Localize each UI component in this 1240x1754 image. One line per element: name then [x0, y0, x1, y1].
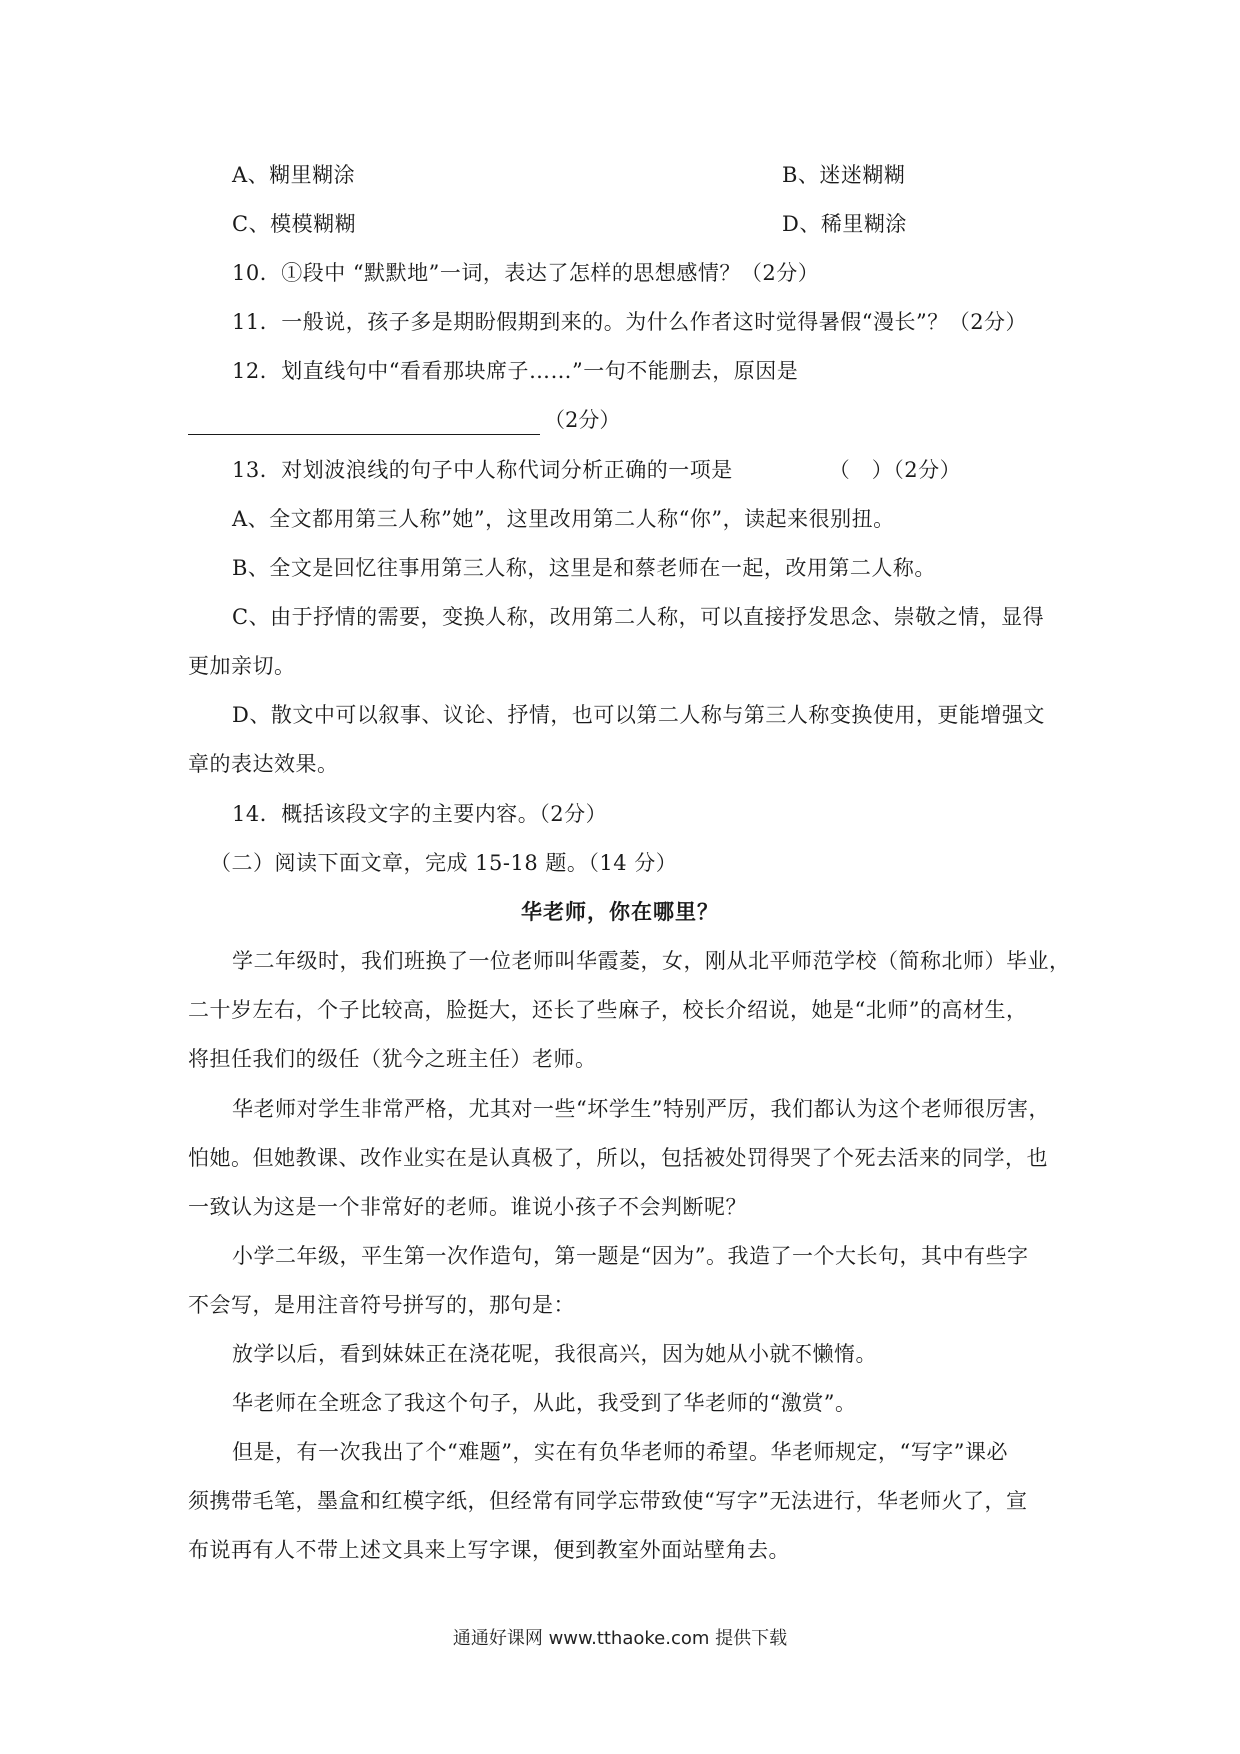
question-13-option-d: D、散文中可以叙事、议论、抒情，也可以第二人称与第三人称变换使用，更能增强文 [232, 703, 1045, 727]
page-footer: 通通好课网 www.tthaoke.com 提供下载 [452, 1628, 788, 1649]
paragraph-2-line-2: 怕她。但她教课、改作业实在是认真极了，所以，包括被处罚得哭了个死去活来的同学，也 [188, 1146, 1048, 1170]
question-13-option-a: A、全文都用第三人称”她”，这里改用第二人称“你”，读起来很别扭。 [232, 507, 895, 531]
option-d: D、稀里糊涂 [782, 212, 907, 236]
section-2-heading: （二）阅读下面文章，完成 15-18 题。（14 分） [210, 851, 678, 875]
paragraph-3-line-2: 不会写，是用注音符号拼写的，那句是： [188, 1293, 575, 1317]
paragraph-5: 华老师在全班念了我这个句子，从此，我受到了华老师的“激赏”。 [232, 1391, 857, 1415]
option-a: A、糊里糊涂 [232, 163, 356, 187]
question-12-answer-line [188, 405, 620, 435]
paragraph-2-line-3: 一致认为这是一个非常好的老师。谁说小孩子不会判断呢？ [188, 1195, 747, 1219]
paragraph-6-line-2: 须携带毛笔，墨盒和红模字纸，但经常有同学忘带致使“写字”无法进行，华老师火了，宣 [188, 1489, 1028, 1513]
question-12: 12．划直线句中“看看那块席子……”一句不能删去，原因是 [232, 359, 799, 383]
paragraph-1: 学二年级时，我们班换了一位老师叫华霞菱，女，刚从北平师范学校（简称北师）毕业， [232, 949, 1071, 973]
article-title: 华老师，你在哪里？ [521, 900, 719, 924]
paragraph-1-line-2: 二十岁左右，个子比较高，脸挺大，还长了些麻子，校长介绍说，她是“北师”的高材生， [188, 998, 1028, 1022]
question-13-answer-paren: （ ）（2分） [828, 458, 962, 482]
question-13-text: 13．对划波浪线的句子中人称代词分析正确的一项是 [232, 458, 733, 482]
paragraph-6: 但是，有一次我出了个“难题”，实在有负华老师的希望。华老师规定，“写字”课必 [232, 1440, 1008, 1464]
question-14: 14．概括该段文字的主要内容。（2分） [232, 802, 608, 826]
paragraph-1-line-3: 将担任我们的级任（犹今之班主任）老师。 [188, 1047, 597, 1071]
option-c: C、模模糊糊 [232, 212, 357, 236]
answer-blank[interactable] [188, 412, 540, 435]
option-b: B、迷迷糊糊 [782, 163, 906, 187]
question-12-score: （2分） [544, 408, 621, 432]
question-13-option-c-cont: 更加亲切。 [188, 654, 296, 678]
paragraph-4: 放学以后，看到妹妹正在浇花呢，我很高兴，因为她从小就不懒惰。 [232, 1342, 877, 1366]
paragraph-6-line-3: 布说再有人不带上述文具来上写字课，便到教室外面站壁角去。 [188, 1538, 790, 1562]
paragraph-3: 小学二年级，平生第一次作造句，第一题是“因为”。我造了一个大长句，其中有些字 [232, 1244, 1029, 1268]
question-13 [232, 455, 961, 485]
question-13-option-b: B、全文是回忆往事用第三人称，这里是和蔡老师在一起，改用第二人称。 [232, 556, 936, 580]
paragraph-2: 华老师对学生非常严格，尤其对一些“坏学生”特别严厉，我们都认为这个老师很厉害， [232, 1097, 1050, 1121]
question-11: 11．一般说，孩子多是期盼假期到来的。为什么作者这时觉得暑假“漫长”？（2分） [232, 310, 1028, 334]
question-13-option-c: C、由于抒情的需要，变换人称，改用第二人称，可以直接抒发思念、崇敬之情，显得 [232, 605, 1045, 629]
question-13-option-d-cont: 章的表达效果。 [188, 752, 339, 776]
question-10: 10．①段中 “默默地”一词，表达了怎样的思想感情？（2分） [232, 261, 820, 285]
